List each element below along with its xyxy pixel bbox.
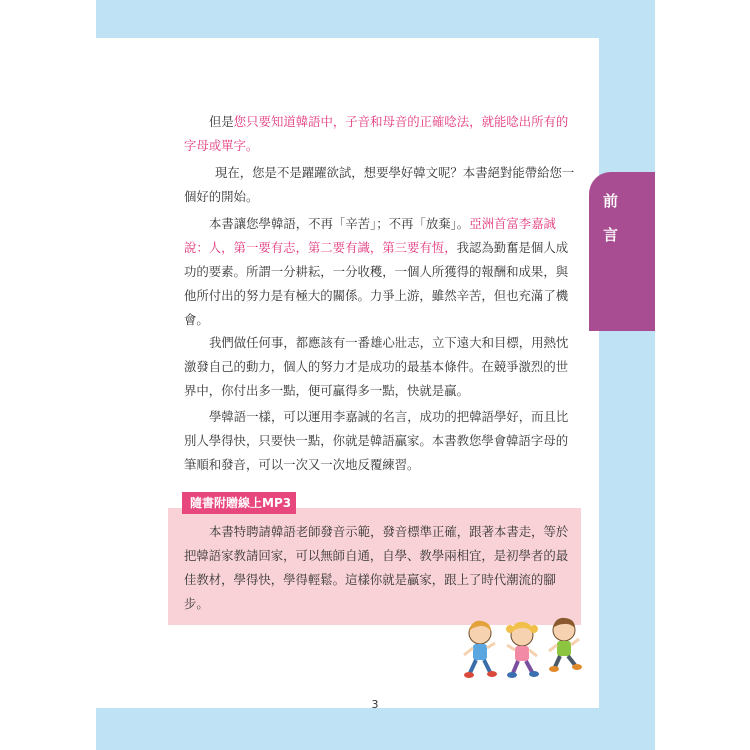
paragraph-3-lead: 本書讓您學韓語，不再「辛苦」；不再「放棄」。 [209,216,470,231]
tab-char-2: 言 [603,226,619,244]
paragraph-1 [184,110,576,158]
page-number: 3 [371,698,379,711]
paragraph-3-quote: 亞洲首富李嘉誠說：人，第一要有志，第二要有識，第三要有恆， [184,216,556,255]
mp3-badge: 隨書附贈線上MP3 [182,492,296,514]
tab-char-1: 前 [603,192,619,210]
kid-2-icon [506,622,539,678]
paragraph-3-rest: 我認為勤奮是個人成功的要素。所謂一分耕耘，一分收穫，一個人所獲得的報酬和成果，與他所付出的努力是有極大的關係。力爭上游，雖然辛苦，但也充滿了機會。 [184,240,569,327]
kid-3-icon [549,618,582,672]
paragraph-1-lead: 但是 [209,114,234,129]
running-kids-illustration [458,615,586,683]
paragraph-2: 現在，您是不是躍躍欲試，想要學好韓文呢？本書絕對能帶給您一個好的開始。 [184,165,575,204]
paragraph-5: 學韓語一樣，可以運用李嘉誠的名言，成功的把韓語學好，而且比別人學得快，只要快一點，你就是韓語贏家。本書教您學會韓語字母的筆順和發音，可以一次又一次地反覆練習。 [184,409,569,472]
paragraph-1-highlight: 您只要知道韓語中，子音和母音的正確唸法，就能唸出所有的字母或單字。 [184,114,569,153]
paragraph-4: 我們做任何事，都應該有一番雄心壯志，立下遠大和目標，用熱忱激發自己的動力，個人的努力才是成功的最基本條件。在競爭激烈的世界中，你付出多一點，便可贏得多一點，快就是贏。 [184,335,569,398]
section-tab [589,172,655,331]
paragraph-3 [184,212,576,332]
mp3-info-text: 本書特聘請韓語老師發音示範，發音標準正確，跟著本書走，等於把韓語家教請回家，可以無師自通，自學、教學兩相宜，是初學者的最佳教材，學得快，學得輕鬆。這樣你就是贏家，跟上了時代潮流的腳步。 [184,524,569,611]
kid-1-icon [464,621,497,678]
